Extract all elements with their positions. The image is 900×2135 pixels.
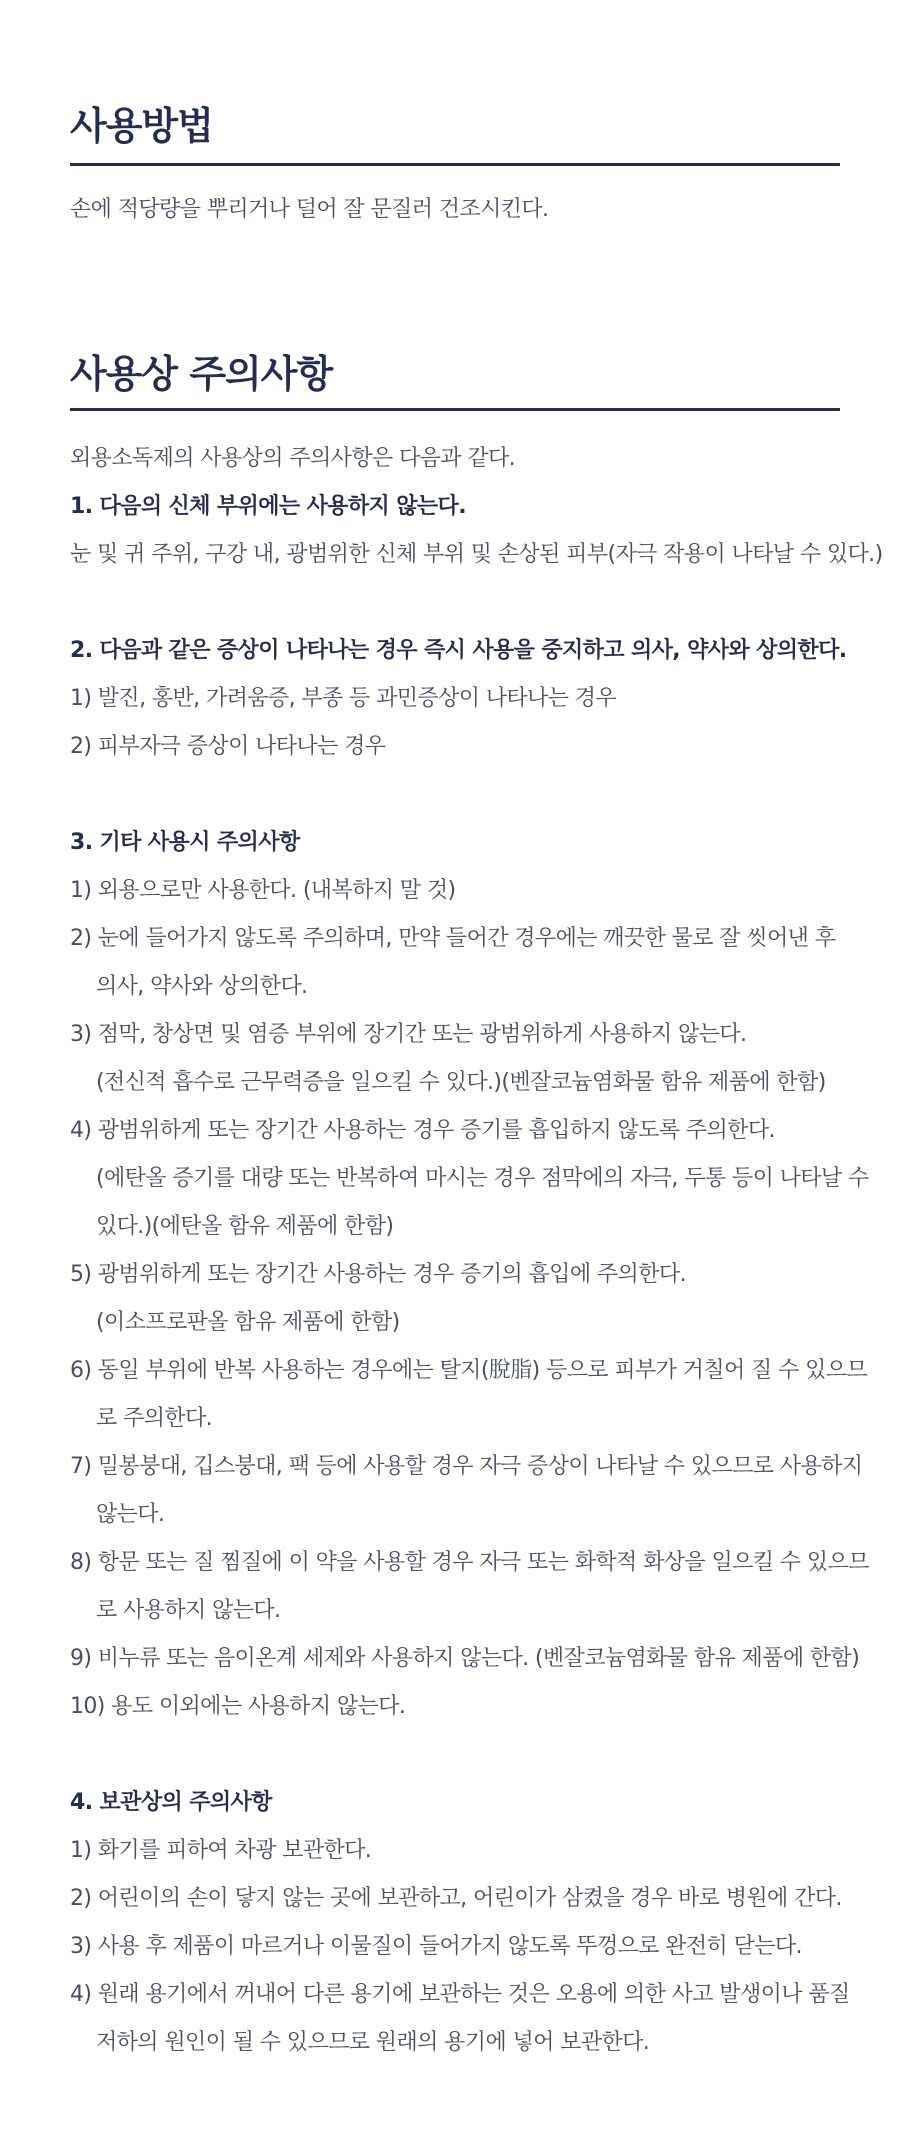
list-item: 8) 항문 또는 질 찜질에 이 약을 사용할 경우 자극 또는 화학적 화상을 일으킬 수 있으므 — [70, 1550, 869, 1575]
spacer — [70, 579, 860, 627]
list-item-continued: 로 주의한다. — [96, 1406, 213, 1431]
list-item: 3) 점막, 창상면 및 염증 부위에 장기간 또는 광범위하게 사용하지 않는다. — [70, 1022, 747, 1047]
usage-divider — [70, 163, 840, 166]
spacer — [70, 1731, 860, 1779]
list-item-continued: 있다.)(에탄올 함유 제품에 한함) — [96, 1214, 394, 1239]
list-item: 6) 동일 부위에 반복 사용하는 경우에는 탈지(脫脂) 등으로 피부가 거칠어 질 수 있으므 — [70, 1358, 868, 1383]
list-item: 2) 어린이의 손이 닿지 않는 곳에 보관하고, 어린이가 삼켰을 경우 바로 병원에 간다. — [70, 1886, 842, 1911]
list-item: 4) 원래 용기에서 꺼내어 다른 용기에 보관하는 것은 오용에 의한 사고 발생이나 품질 — [70, 1982, 850, 2007]
list-item: 2) 눈에 들어가지 않도록 주의하며, 만약 들어간 경우에는 깨끗한 물로 잘 씻어낸 후 — [70, 926, 836, 951]
list-item-continued: 의사, 약사와 상의한다. — [96, 974, 308, 999]
list-item: 1) 화기를 피하여 차광 보관한다. — [70, 1838, 372, 1863]
list-item-continued: 로 사용하지 않는다. — [96, 1598, 281, 1623]
cautions-intro: 외용소독제의 사용상의 주의사항은 다음과 같다. — [70, 446, 516, 471]
list-item: 1) 발진, 홍반, 가려움증, 부종 등 과민증상이 나타나는 경우 — [70, 686, 617, 711]
list-item: 2) 피부자극 증상이 나타나는 경우 — [70, 734, 386, 759]
list-item: 4) 광범위하게 또는 장기간 사용하는 경우 증기를 흡입하지 않도록 주의한다. — [70, 1118, 775, 1143]
cautions-divider — [70, 408, 840, 411]
list-item-continued: 저하의 원인이 될 수 있으므로 원래의 용기에 넣어 보관한다. — [96, 2030, 650, 2055]
section-3-title: 3. 기타 사용시 주의사항 — [70, 830, 300, 855]
list-item: 7) 밀봉붕대, 깁스붕대, 팩 등에 사용할 경우 자극 증상이 나타날 수 있으므로 사용하지 — [70, 1454, 863, 1479]
cautions-heading: 사용상 주의사항 — [70, 352, 333, 396]
list-item-continued: (에탄올 증기를 대량 또는 반복하여 마시는 경우 점막에의 자극, 두통 등이 나타날 수 — [96, 1166, 869, 1191]
list-item-continued: (이소프로판올 함유 제품에 한함) — [96, 1310, 400, 1335]
list-item: 3) 사용 후 제품이 마르거나 이물질이 들어가지 않도록 뚜껑으로 완전히 닫는다. — [70, 1934, 802, 1959]
usage-text: 손에 적당량을 뿌리거나 덜어 잘 문질러 건조시킨다. — [70, 197, 549, 222]
list-item: 9) 비누류 또는 음이온계 세제와 사용하지 않는다. (벤잘코늄염화물 함유 제품에 한함) — [70, 1646, 860, 1671]
section-2-title: 2. 다음과 같은 증상이 나타나는 경우 즉시 사용을 중지하고 의사, 약사와 상의한다. — [70, 638, 847, 663]
list-item-continued: 않는다. — [96, 1502, 165, 1527]
cautions-body — [70, 435, 883, 2067]
list-item: 1) 외용으로만 사용한다. (내복하지 말 것) — [70, 878, 456, 903]
section-1-line: 눈 및 귀 주위, 구강 내, 광범위한 신체 부위 및 손상된 피부(자극 작용이 나타날 수 있다.) — [70, 542, 883, 567]
usage-heading: 사용방법 — [70, 104, 213, 148]
section-4-title: 4. 보관상의 주의사항 — [70, 1790, 272, 1815]
spacer — [70, 771, 860, 819]
section-1-title: 1. 다음의 신체 부위에는 사용하지 않는다. — [70, 494, 466, 519]
list-item: 10) 용도 이외에는 사용하지 않는다. — [70, 1694, 406, 1719]
list-item-continued: (전신적 흡수로 근무력증을 일으킬 수 있다.)(벤잘코늄염화물 함유 제품에 한함) — [96, 1070, 826, 1095]
list-item: 5) 광범위하게 또는 장기간 사용하는 경우 증기의 흡입에 주의한다. — [70, 1262, 686, 1287]
